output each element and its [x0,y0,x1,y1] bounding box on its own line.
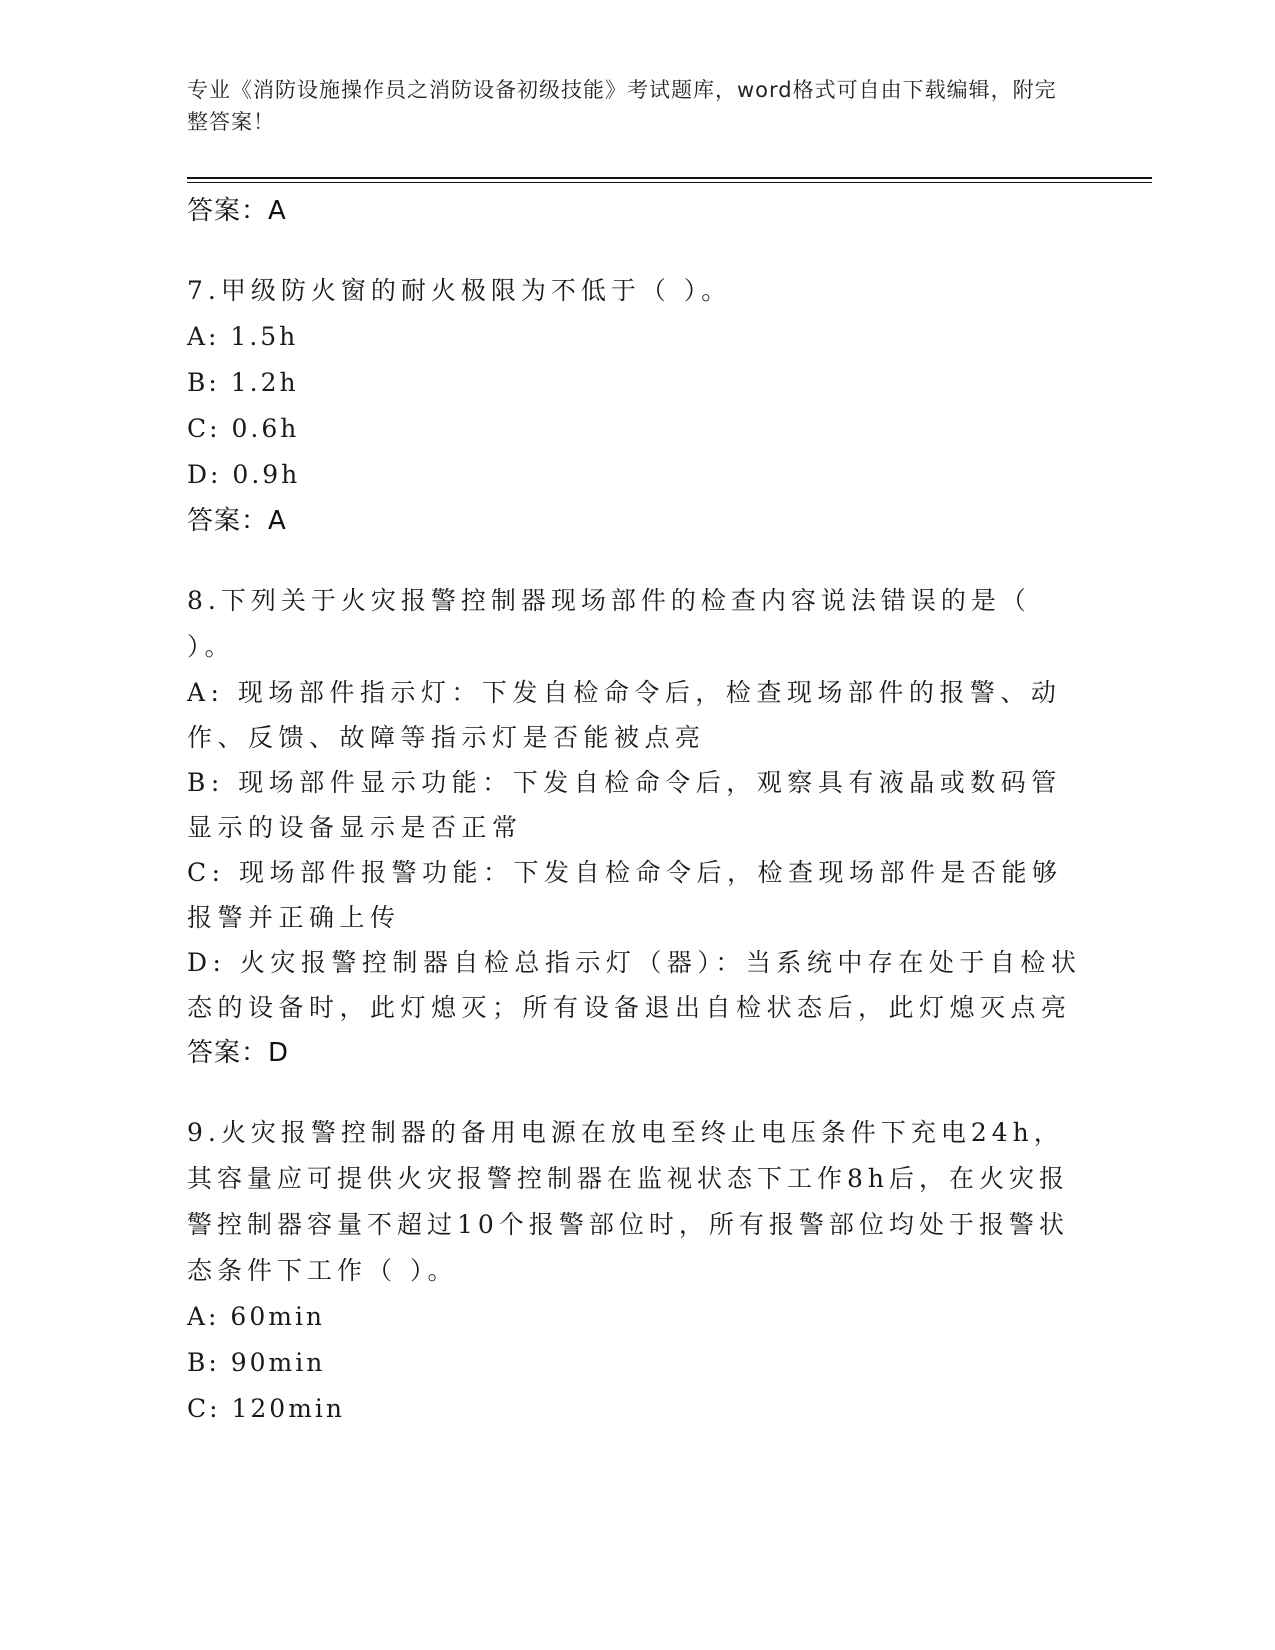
header-divider [187,177,1152,179]
option-b: B: 现场部件显示功能：下发自检命令后，观察具有液晶或数码管显示的设备显示是否正常 [187,768,1062,842]
option-b: B: 1.2h [187,368,299,397]
option-b: B: 90min [187,1348,326,1377]
question-9 [187,1110,1087,1432]
question-answer: 答案：D [187,1038,290,1068]
option-a: A: 现场部件指示灯：下发自检命令后，检查现场部件的报警、动作、反馈、故障等指示灯是否能被点亮 [187,678,1062,752]
question-7 [187,268,1087,544]
question-stem: 7.甲级防火窗的耐火极限为不低于（ ）。 [187,276,732,305]
question-answer: 答案：A [187,506,287,536]
option-c: C: 现场部件报警功能：下发自检命令后，检查现场部件是否能够报警并正确上传 [187,858,1063,932]
question-stem: 8.下列关于火灾报警控制器现场部件的检查内容说法错误的是（ ）。 [187,586,1031,661]
option-c: C: 120min [187,1394,346,1423]
option-a: A: 1.5h [187,322,299,351]
question-8 [187,578,1087,1076]
question-stem: 9.火灾报警控制器的备用电源在放电至终止电压条件下充电24h，其容量应可提供火灾报警控制器在监视状态下工作8h后，在火灾报警控制器容量不超过10个报警部位时，所有报警部位均处于报警状态条件下工作（ ）。 [187,1118,1070,1285]
header-divider-thin [187,182,1152,183]
question-content [187,188,1087,1432]
option-d: D: 火灾报警控制器自检总指示灯（器）：当系统中存在处于自检状态的设备时，此灯熄灭；所有设备退出自检状态后，此灯熄灭点亮 [187,948,1082,1022]
option-d: D: 0.9h [187,460,301,489]
option-a: A: 60min [187,1302,326,1331]
document-header: 专业《消防设施操作员之消防设备初级技能》考试题库，word格式可自由下载编辑，附完整答案！ [187,78,1057,134]
option-c: C: 0.6h [187,414,300,443]
answer-prev: 答案：A [187,196,287,226]
